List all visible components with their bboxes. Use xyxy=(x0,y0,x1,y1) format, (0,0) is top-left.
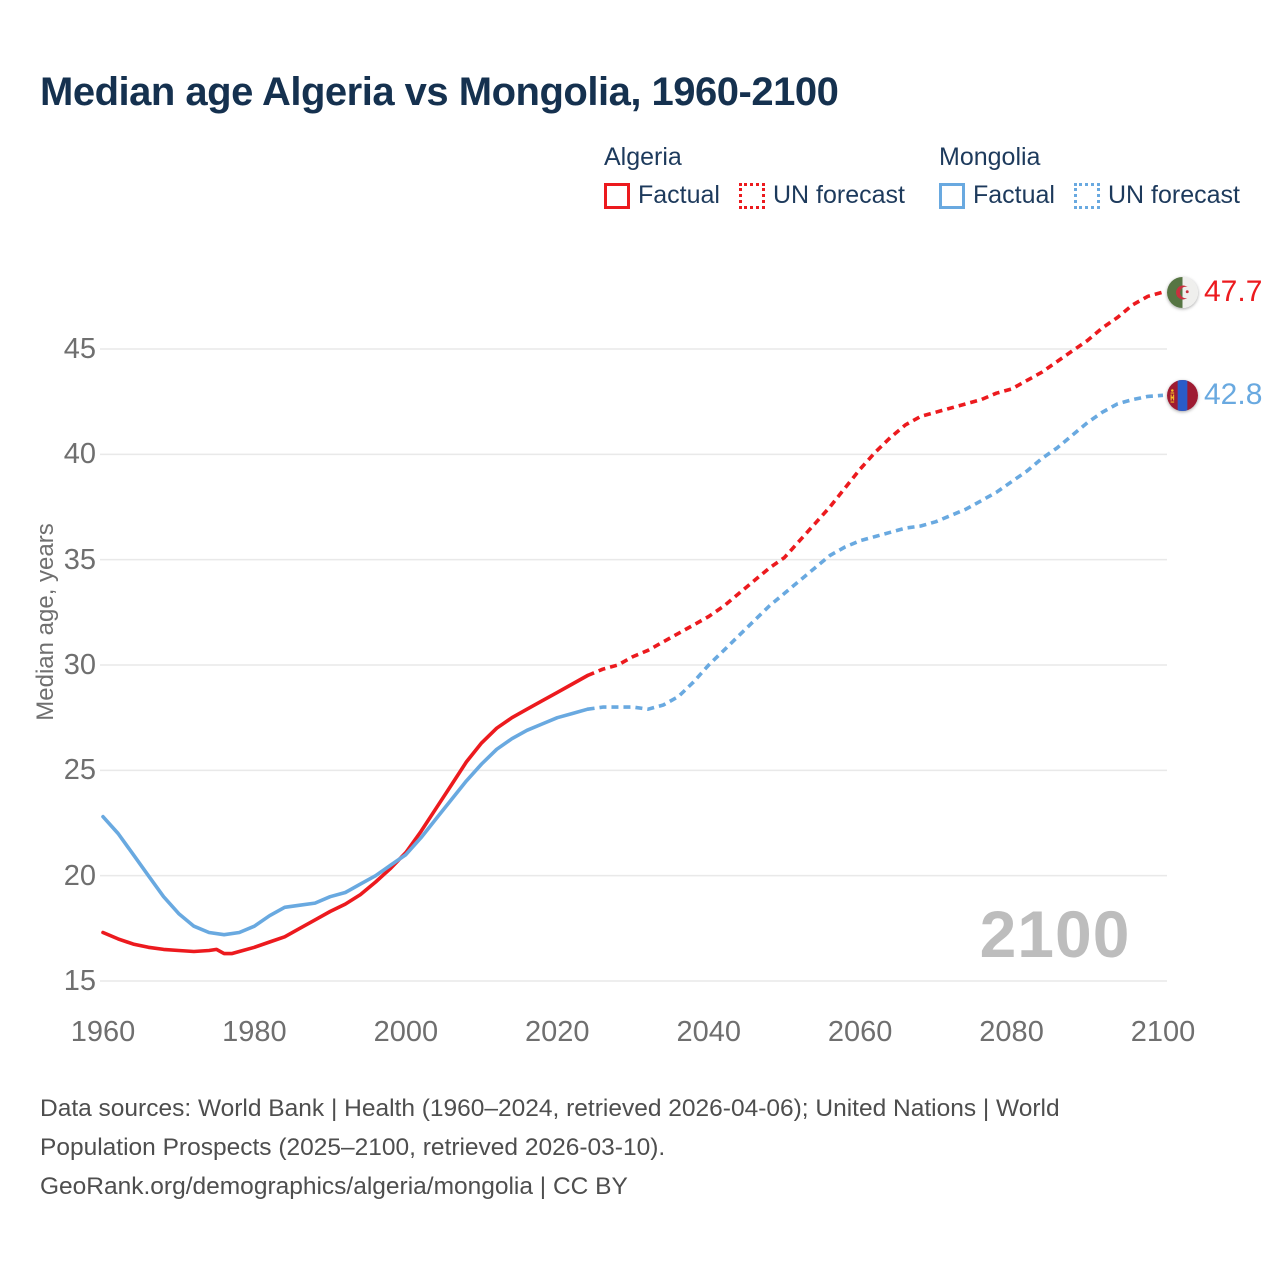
series-line-mongolia-factual xyxy=(103,709,588,935)
x-tick-label: 2040 xyxy=(676,1016,741,1048)
year-watermark: 2100 xyxy=(979,897,1131,971)
x-tick-label: 2000 xyxy=(373,1016,439,1048)
mongolia-flag-icon xyxy=(1167,380,1198,411)
x-tick-label: 2060 xyxy=(827,1016,893,1048)
footer-line: Data sources: World Bank | Health (1960–2024, retrieved 2026-04-06); United Nations | World xyxy=(40,1095,1060,1122)
x-tick-label: 1980 xyxy=(222,1016,287,1048)
y-tick-label: 15 xyxy=(63,965,96,997)
data-sources-footer xyxy=(40,1089,1060,1206)
legend-label-algeria-forecast: UN forecast xyxy=(772,181,905,209)
algeria-dotted-line-swatch-icon xyxy=(739,183,765,209)
mongolia-dotted-line-swatch-icon xyxy=(1074,183,1100,209)
legend-row-mongolia xyxy=(939,181,1240,210)
algeria-solid-line-swatch-icon xyxy=(604,183,630,209)
mongolia-end-value: 42.8 xyxy=(1204,378,1263,412)
algeria-flag-icon xyxy=(1167,277,1198,308)
legend-label-algeria-factual: Factual xyxy=(638,181,720,209)
y-tick-label: 35 xyxy=(63,543,96,576)
x-tick-label: 2020 xyxy=(525,1016,590,1048)
footer-line: Population Prospects (2025–2100, retrieved 2026-03-10). xyxy=(40,1134,666,1161)
legend-header-mongolia: Mongolia xyxy=(939,143,1041,171)
mongolia-solid-line-swatch-icon xyxy=(939,183,965,209)
y-tick-label: 25 xyxy=(63,754,96,787)
y-tick-label: 40 xyxy=(63,438,96,471)
x-tick-label: 2100 xyxy=(1130,1016,1196,1048)
legend-header-algeria: Algeria xyxy=(604,143,682,171)
y-tick-label: 20 xyxy=(63,859,96,892)
footer-line-url: GeoRank.org/demographics/algeria/mongolia | CC BY xyxy=(40,1173,628,1200)
chart-title: Median age Algeria vs Mongolia, 1960-2100 xyxy=(40,70,839,114)
y-tick-label: 45 xyxy=(63,333,96,365)
legend-label-mongolia-forecast: UN forecast xyxy=(1107,181,1240,209)
legend-row-algeria xyxy=(604,181,905,210)
legend-group-algeria xyxy=(604,143,905,210)
algeria-end-value: 47.7 xyxy=(1204,275,1263,309)
series-line-mongolia-un-forecast xyxy=(588,395,1163,709)
x-tick-label: 2080 xyxy=(979,1016,1044,1048)
x-tick-label: 1960 xyxy=(70,1016,136,1048)
y-tick-label: 30 xyxy=(63,649,96,681)
legend-group-mongolia xyxy=(939,143,1240,210)
y-axis-title: Median age, years xyxy=(32,523,59,721)
legend-label-mongolia-factual: Factual xyxy=(973,181,1055,209)
